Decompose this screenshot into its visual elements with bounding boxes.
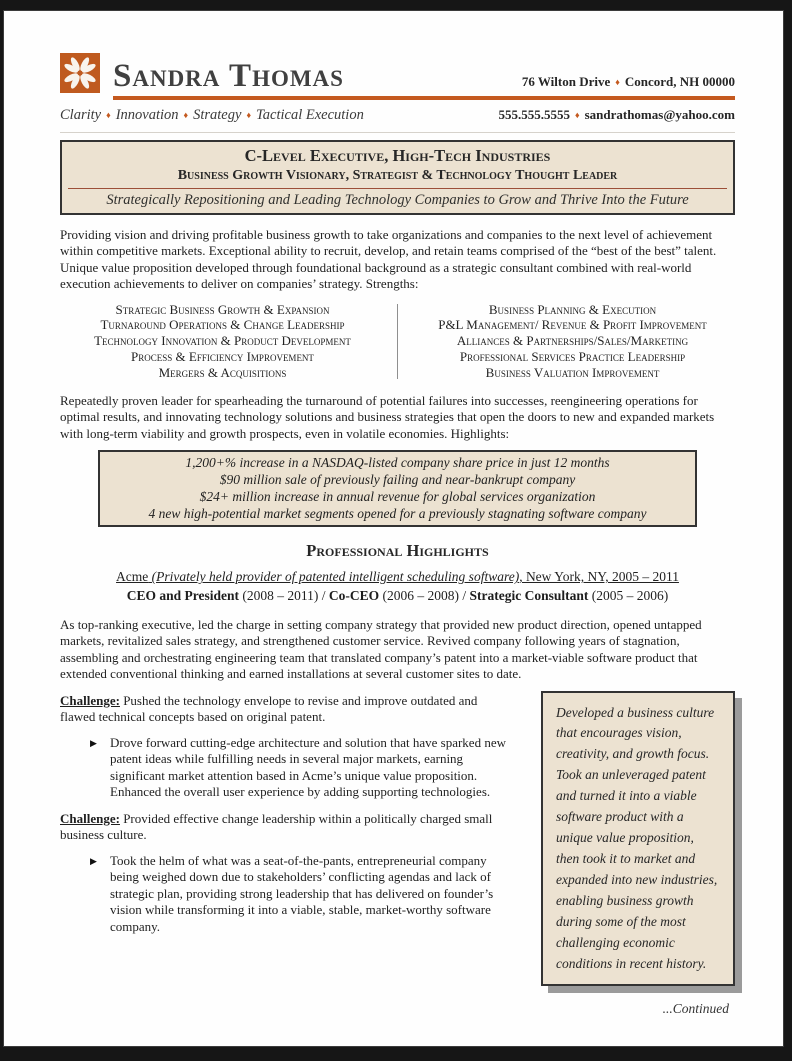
challenge-block — [60, 693, 512, 726]
phone-number: 555.555.5555 — [498, 107, 570, 122]
triangle-bullet-icon: ▶ — [90, 737, 97, 748]
title-banner — [60, 140, 735, 214]
leadership-paragraph: Repeatedly proven leader for spearheading the turnaround of potential failures into successes, reengineering operations for optimal results, and innovating technology solutions and business strategies that open the doors to new and expanded markets with long-term viability and growth prospects, even in volatile economies. Highlights: — [60, 392, 715, 441]
city-state-zip: Concord, NH 00000 — [624, 73, 735, 89]
resume-page — [3, 10, 784, 1047]
highlight-item: $24+ million increase in annual revenue for global services organization — [199, 488, 596, 504]
summary-paragraph: Providing vision and driving profitable business growth to take organizations and companies to the next level of achievement within competitive markets. Exceptional ability to recruit, develop, and retain teams comprised of the “best of the best” talent. Unique value proposition developed through foundational background as a strategic consultant combined with real-world execution achievements to deliver on companies’ strategy. Strengths: — [60, 226, 717, 292]
pull-quote-box: Developed a business culture that encourages vision, creativity, and growth focus. Took an unleveraged patent and turned it into a viable software product with a unique value proposition, then took it to market and expanded into new industries, enabling business growth during some of the most challenging economic conditions in recent history. — [541, 691, 735, 987]
challenge-text: Pushed the technology envelope to revise and improve outdated and flawed technical concepts based on original patent. — [60, 692, 478, 724]
role-summary-paragraph: As top-ranking executive, led the charge in setting company strategy that provided new product direction, opened untapped markets, revitalized sales strategy, and strengthened customer service. Revived company following years of stagnation, assembling and orchestrating engineering team that translated company’s patent into a market-viable software product that extended conventional thinking and earned installations at several customer sites to date. — [60, 616, 702, 681]
company-location-dates: , New York, NY, 2005 – 2011 — [519, 569, 679, 585]
strength-item: Business Planning & Execution — [488, 301, 657, 317]
strength-item: Mergers & Acquisitions — [158, 364, 287, 380]
candidate-name: Sandra Thomas — [113, 58, 344, 94]
banner-title: C-Level Executive, High-Tech Industries — [244, 146, 551, 166]
roles-line — [60, 587, 735, 604]
role-dates: (2005 – 2006) — [588, 588, 669, 604]
strength-item: Technology Innovation & Product Development — [94, 333, 351, 349]
challenge-bullet — [90, 735, 512, 801]
phone-email-line — [498, 107, 735, 124]
role-title: Co-CEO — [328, 588, 380, 604]
banner-subtitle: Business Growth Visionary, Strategist & Technology Thought Leader — [177, 168, 618, 184]
highlight-item: 1,200+% increase in a NASDAQ-listed company share price in just 12 months — [185, 455, 610, 471]
column-divider — [397, 304, 398, 379]
strengths-right-column — [410, 302, 735, 381]
header — [60, 53, 735, 93]
tagline-word: Strategy — [193, 107, 242, 123]
contact-row — [60, 106, 735, 133]
strengths-left-column — [60, 302, 385, 381]
quote-column — [512, 691, 735, 987]
highlight-item: 4 new high-potential market segments opened for a previously stagnating software company — [148, 505, 647, 521]
diamond-separator-icon: ♦ — [183, 110, 189, 120]
challenge-block — [60, 811, 512, 844]
strength-item: Alliances & Partnerships/Sales/Marketing — [456, 333, 689, 349]
diamond-separator-icon: ♦ — [246, 110, 252, 120]
bullet-text: Drove forward cutting-edge architecture and solution that have sparked new patent ideas while fulfilling needs in several major markets, earning significant market attention based in Acme’s unique value proposition. Enhanced the overall user experience by adding supporting technologies. — [110, 734, 506, 799]
company-line — [60, 568, 735, 585]
strength-item: Strategic Business Growth & Expansion — [115, 301, 330, 317]
section-heading: Professional Highlights — [306, 541, 489, 561]
role-dates: (2008 – 2011) / — [239, 588, 329, 604]
street-address: 76 Wilton Drive — [521, 73, 611, 89]
company-detail: (Privately held provider of patented intelligent scheduling software) — [148, 569, 520, 585]
role-title: Strategic Consultant — [469, 588, 589, 604]
tagline-word: Innovation — [115, 107, 179, 123]
strength-item: P&L Management/ Revenue & Profit Improvement — [438, 317, 707, 333]
company-name: Acme — [116, 569, 149, 585]
strengths-columns — [60, 302, 735, 381]
tagline — [60, 106, 364, 124]
highlights-box — [98, 450, 697, 527]
role-dates: (2006 – 2008) / — [379, 588, 470, 604]
diamond-separator-icon: ♦ — [106, 110, 111, 120]
strength-item: Turnaround Operations & Change Leadership — [100, 317, 345, 333]
challenges-and-quote — [60, 691, 735, 987]
address-line — [344, 74, 735, 94]
tagline-word: Tactical Execution — [256, 107, 364, 123]
brand-logo-icon — [60, 53, 100, 93]
challenge-label: Challenge: — [60, 810, 120, 826]
email-address: sandrathomas@yahoo.com — [584, 107, 735, 122]
challenge-bullet — [90, 853, 512, 936]
continued-note: ...Continued — [662, 1001, 729, 1017]
challenge-label: Challenge: — [60, 692, 120, 708]
role-title: CEO and President — [126, 588, 239, 604]
diamond-separator-icon: ♦ — [574, 110, 580, 120]
highlight-item: $90 million sale of previously failing and near-bankrupt company — [219, 472, 576, 488]
challenge-text: Provided effective change leadership within a politically charged small business culture. — [60, 810, 493, 842]
tagline-word: Clarity — [60, 107, 102, 123]
accent-rule — [113, 96, 735, 100]
diamond-separator-icon: ♦ — [615, 76, 620, 87]
strength-item: Business Valuation Improvement — [485, 364, 660, 380]
triangle-bullet-icon: ▶ — [90, 855, 97, 866]
bullet-text: Took the helm of what was a seat-of-the-pants, entrepreneurial company being weighed down due to stakeholders’ conflicting agendas and lack of strategic plan, providing strong leadership that has delivered on founder’s vision while transforming it into a viable, stable, market-worthy software company. — [110, 852, 494, 934]
strength-item: Process & Efficiency Improvement — [131, 349, 314, 365]
strength-item: Professional Services Practice Leadership — [459, 349, 686, 365]
banner-slogan: Strategically Repositioning and Leading Technology Companies to Grow and Thrive Into the Future — [68, 188, 727, 209]
challenges-column — [60, 691, 512, 987]
